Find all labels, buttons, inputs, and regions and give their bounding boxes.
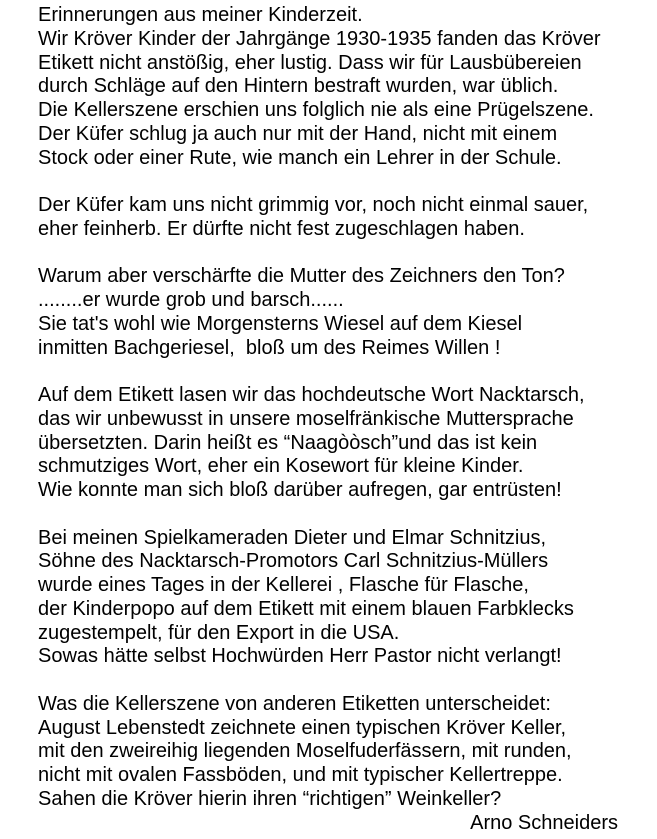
paragraph bbox=[38, 527, 653, 670]
text-line: nicht mit ovalen Fassböden, und mit typischer Kellertreppe. bbox=[38, 764, 563, 786]
text-line: durch Schläge auf den Hintern bestraft wurden, war üblich. bbox=[38, 75, 559, 98]
paragraph bbox=[38, 265, 653, 360]
text-line: Wie konnte man sich bloß darüber aufregen, gar entrüsten! bbox=[38, 479, 562, 501]
text-line: Sie tat's wohl wie Morgensterns Wiesel auf dem Kiesel bbox=[38, 312, 523, 335]
text-line: August Lebenstedt zeichnete einen typischen Kröver Keller, bbox=[38, 716, 567, 739]
text-line: Sowas hätte selbst Hochwürden Herr Pastor nicht verlangt! bbox=[38, 645, 562, 668]
paragraph-spacer bbox=[38, 669, 653, 693]
text-line: eher feinherb. Er dürfte nicht fest zugeschlagen haben. bbox=[38, 217, 525, 240]
text-line: Stock oder einer Rute, wie manch ein Lehrer in der Schule. bbox=[38, 146, 562, 169]
author-signature: Arno Schneiders bbox=[470, 811, 618, 834]
text-line: Sahen die Kröver hierin ihren “richtigen” Weinkeller? bbox=[38, 787, 502, 810]
text-line: ........er wurde grob und barsch...... bbox=[38, 289, 344, 311]
text-line: Der Küfer schlug ja auch nur mit der Hand, nicht mit einem bbox=[38, 122, 558, 145]
text-line: das wir unbewusst in unsere moselfränkische Muttersprache bbox=[38, 407, 574, 430]
document-body bbox=[38, 4, 653, 835]
text-line: Der Küfer kam uns nicht grimmig vor, noch nicht einmal sauer, bbox=[38, 194, 589, 216]
text-line: Wir Kröver Kinder der Jahrgänge 1930-1935 fanden das Kröver bbox=[38, 27, 601, 50]
text-line: mit den zweireihig liegenden Moselfuderfässern, mit runden, bbox=[38, 740, 572, 763]
text-line: Bei meinen Spielkameraden Dieter und Elmar Schnitzius, bbox=[38, 526, 547, 549]
text-line: Die Kellerszene erschien uns folglich nie als eine Prügelszene. bbox=[38, 99, 594, 121]
paragraph bbox=[38, 4, 653, 170]
text-line: der Kinderpopo auf dem Etikett mit einem blauen Farbklecks bbox=[38, 597, 574, 620]
paragraph-spacer bbox=[38, 503, 653, 527]
text-line: Auf dem Etikett lasen wir das hochdeutsche Wort Nacktarsch, bbox=[38, 384, 585, 406]
paragraph bbox=[38, 693, 653, 812]
text-line: inmitten Bachgeriesel, bloß um des Reimes Willen ! bbox=[38, 336, 501, 359]
paragraph-spacer bbox=[38, 242, 653, 266]
text-line: wurde eines Tages in der Kellerei , Flasche für Flasche, bbox=[38, 574, 529, 596]
text-line: Etikett nicht anstößig, eher lustig. Dass wir für Lausbübereien bbox=[38, 51, 582, 74]
text-line: Erinnerungen aus meiner Kinderzeit. bbox=[38, 4, 363, 26]
text-line: Söhne des Nacktarsch-Promotors Carl Schnitzius-Müllers bbox=[38, 550, 549, 573]
paragraph-spacer bbox=[38, 170, 653, 194]
text-line: übersetzten. Darin heißt es “Naagòòsch”und das ist kein bbox=[38, 431, 538, 454]
text-line: Warum aber verschärfte die Mutter des Zeichners den Ton? bbox=[38, 265, 565, 288]
paragraph-spacer bbox=[38, 360, 653, 384]
paragraph bbox=[38, 194, 653, 242]
text-line: schmutziges Wort, eher ein Kosewort für kleine Kinder. bbox=[38, 455, 524, 478]
text-line: zugestempelt, für den Export in die USA. bbox=[38, 621, 400, 644]
text-line: Was die Kellerszene von anderen Etiketten unterscheidet: bbox=[38, 692, 551, 715]
paragraph bbox=[38, 384, 653, 503]
